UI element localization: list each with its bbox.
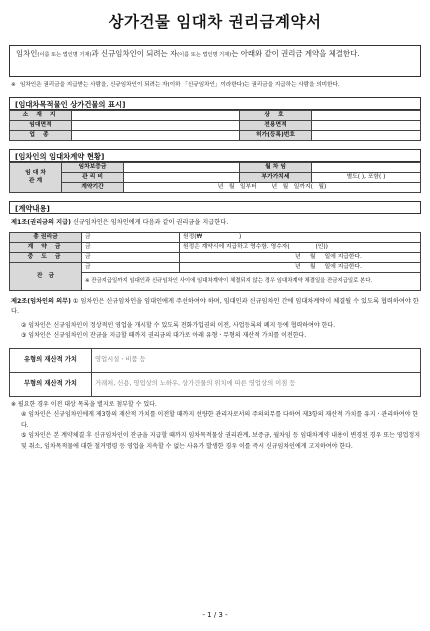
- article-2-item-5: ⑤ 임차인은 본 계약체결 후 신규임차인이 잔금을 지급할 때까지 임차목적물상 권리관계, 보증금, 월차임 등 임대차계약 내용이 변경된 경우 또는 영업정지 및 취소, 임차목적물에 대한 철거명령 등 영업을 지속할 수 없는 사유가 발생한 경우 이를 즉시 신규임차인에게 고지하여야 한다.: [21, 432, 420, 450]
- table-row: [10, 163, 421, 173]
- lease-relation-label: 임 대 차 관 계: [10, 163, 62, 193]
- premises-table: [9, 110, 421, 141]
- table-row: [10, 242, 421, 252]
- down-payment-label: 계 약 금: [10, 242, 82, 252]
- article-2-heading: 제2조(임차인의 의무): [11, 297, 71, 305]
- tangible-value-text[interactable]: 영업시설ㆍ비품 등: [92, 348, 421, 372]
- article-2-item-4: ④ 임차인은 신규임차인에게 제3항의 재산적 가치를 이전할 때까지 선량한 관리자로서의 주의의무를 다하여 제3항의 재산적 가치를 유지ㆍ관리하여야 한다.: [21, 411, 419, 429]
- balance-note: ※ 잔금지급일까지 임대인과 신규임차인 사이에 임대차계약이 체결되지 않는 경우 임대차계약 체결일을 잔금지급일로 본다.: [82, 272, 421, 290]
- intro-small-2: (이름 또는 법인명 기재): [177, 52, 232, 59]
- lease-area-label: 임대면적: [10, 121, 72, 131]
- intangible-value-text[interactable]: 거래처, 신용, 영업상의 노하우, 상가건물의 위치에 따른 영업상의 이점 등: [92, 372, 421, 396]
- lease-status-table: [9, 162, 421, 193]
- permit-number-value[interactable]: [312, 131, 421, 141]
- intro-small-1: (이름 또는 법인명 기재): [37, 52, 92, 59]
- interim-payment-label: 중 도 금: [10, 252, 82, 262]
- balance-prefix: 금: [82, 262, 180, 272]
- total-premium-label: 총 권리금: [10, 232, 82, 242]
- section-lease-title: [임차인의 임대차계약 현황]: [9, 149, 421, 162]
- location-label: 소 재 지: [10, 111, 72, 121]
- asset-value-table: [9, 348, 421, 397]
- table-row: [10, 262, 421, 272]
- exclusive-area-value[interactable]: [312, 121, 421, 131]
- note-mark: ※: [11, 82, 16, 89]
- document-title: 상가건물 임대차 권리금계약서: [108, 13, 322, 31]
- intro-text-2: 과 신규임차인이 되려는 자: [91, 49, 178, 59]
- article-1: [11, 218, 421, 229]
- maintenance-fee-value[interactable]: [124, 173, 240, 183]
- table-row: [10, 111, 421, 121]
- article-2-item-3: ③ 임차인은 신규임차인이 잔금을 지급할 때까지 권리금의 대가로 아래 유형ㆍ무형의 재산적 가치를 이전한다.: [21, 332, 307, 340]
- table-row: [10, 121, 421, 131]
- article-1-heading: 제1조(권리금의 지급): [11, 219, 71, 227]
- table-row: [10, 232, 421, 242]
- contract-period-value[interactable]: 년 월 일부터 년 월 일까지( 월): [124, 183, 421, 193]
- table-row: [10, 348, 421, 372]
- trade-name-label: 상 호: [240, 111, 312, 121]
- exclusive-area-label: 전용면적: [240, 121, 312, 131]
- deposit-value[interactable]: [124, 163, 240, 173]
- attachment-note: ※ 필요한 경우 이전 대상 목록을 별지로 첨부할 수 있다.: [11, 400, 157, 408]
- lease-area-value[interactable]: [72, 121, 240, 131]
- down-payment-prefix: 금: [82, 242, 180, 252]
- business-type-label: 업 종: [10, 131, 72, 141]
- balance-label: 잔 금: [10, 262, 82, 290]
- total-premium-value[interactable]: 원정(₩ ): [180, 232, 421, 242]
- trade-name-value[interactable]: [312, 111, 421, 121]
- vat-label: 부가가치세: [240, 173, 312, 183]
- intangible-value-label: 무형의 재산적 가치: [10, 372, 92, 396]
- intro-text-1: 임차인: [16, 49, 38, 59]
- business-type-value[interactable]: [72, 131, 240, 141]
- intro-box: [9, 45, 421, 77]
- deposit-label: 임차보증금: [62, 163, 124, 173]
- intro-note: [11, 81, 421, 89]
- permit-number-label: 허가(등록)번호: [240, 131, 312, 141]
- section-premises-title: [임대차목적물인 상가건물의 표시]: [9, 97, 421, 110]
- article-2-item-2: ② 임차인은 신규임차인이 정상적인 영업을 개시할 수 있도록 전화가입권의 이전, 사업등록의 폐지 등에 협력하여야 한다.: [21, 321, 336, 329]
- location-value[interactable]: [72, 111, 240, 121]
- table-row: [10, 131, 421, 141]
- interim-payment-value[interactable]: 년 월 일에 지급한다.: [180, 252, 421, 262]
- payment-table: [9, 232, 421, 291]
- article-2: [11, 297, 421, 318]
- monthly-rent-label: 월 차 임: [240, 163, 312, 173]
- intro-note-text: 임차인은 권리금을 지급받는 사람을, 신규임차인이 되려는 자(이하 「신규임차인」이라한다)는 권리금을 지급하는 사람을 의미한다.: [20, 82, 340, 89]
- section-contract-title: [계약내용]: [9, 201, 421, 214]
- table-row: [10, 372, 421, 396]
- vat-value[interactable]: 별도( ), 포함( ): [312, 173, 421, 183]
- contract-period-label: 계약기간: [62, 183, 124, 193]
- down-payment-value[interactable]: 원정은 계약시에 지급하고 영수함. 영수자( (인)): [180, 242, 421, 252]
- table-row: [10, 252, 421, 262]
- table-row: [10, 173, 421, 183]
- article-2-item-1: ① 임차인은 신규임차인을 임대인에게 주선하여야 하며, 임대인과 신규임차인 간에 임대차계약이 체결될 수 있도록 협력하여야 한다.: [11, 297, 419, 316]
- table-row: [10, 183, 421, 193]
- balance-value[interactable]: 년 월 일에 지급한다.: [180, 262, 421, 272]
- page-number: - 1 / 3 -: [202, 611, 228, 619]
- tangible-value-label: 유형의 재산적 가치: [10, 348, 92, 372]
- article-1-text: 신규임차인은 임차인에게 다음과 같이 권리금을 지급한다.: [72, 219, 229, 227]
- interim-payment-prefix: 금: [82, 252, 180, 262]
- maintenance-fee-label: 관 리 비: [62, 173, 124, 183]
- intro-text-3: 는 아래와 같이 권리금 계약을 체결한다.: [231, 49, 360, 59]
- monthly-rent-value[interactable]: [312, 163, 421, 173]
- total-premium-prefix: 금: [82, 232, 180, 242]
